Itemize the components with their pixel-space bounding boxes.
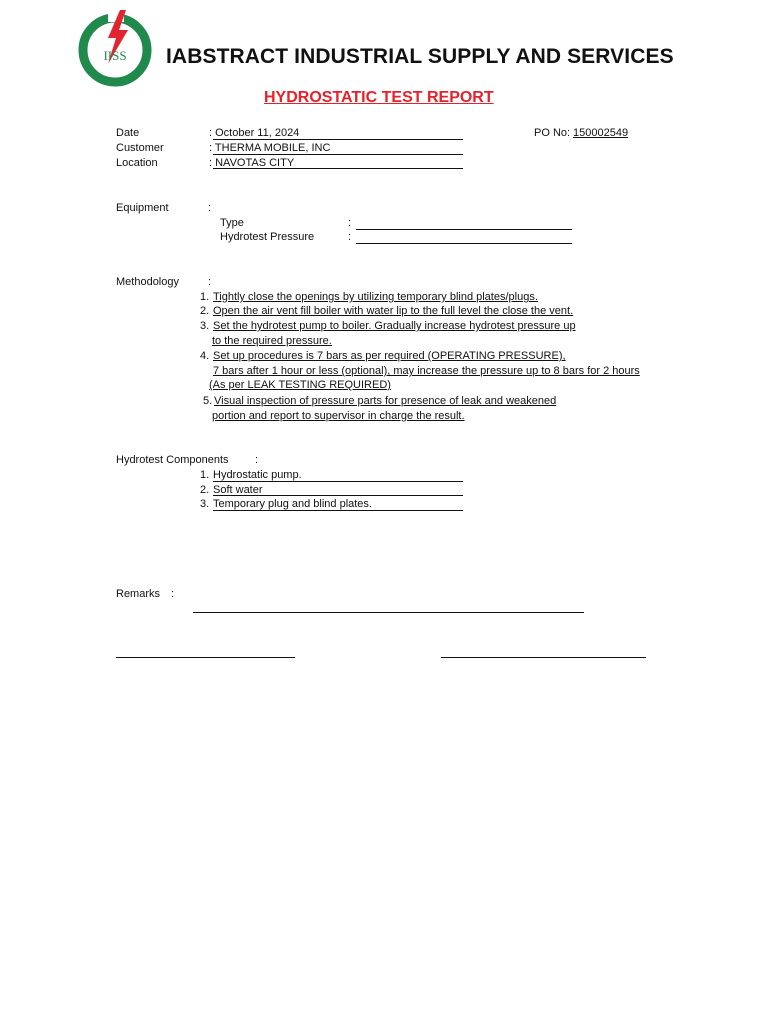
- component-text: Hydrostatic pump.: [213, 469, 302, 481]
- components-colon: :: [255, 454, 259, 466]
- customer-label: Customer: [116, 142, 164, 154]
- component-underline: [213, 481, 463, 482]
- location-label: Location: [116, 157, 158, 169]
- remarks-colon: :: [171, 588, 175, 600]
- equipment-label: Equipment: [116, 202, 169, 214]
- company-name: IABSTRACT INDUSTRIAL SUPPLY AND SERVICES: [166, 45, 674, 68]
- type-label: Type: [220, 217, 244, 229]
- component-text: Soft water: [213, 484, 263, 496]
- equipment-colon: :: [208, 202, 212, 214]
- component-number: 1.: [200, 469, 210, 481]
- step-text: (As per LEAK TESTING REQUIRED): [209, 379, 391, 391]
- step-text: Set up procedures is 7 bars as per required (OPERATING PRESSURE),: [213, 350, 566, 362]
- location-value: : NAVOTAS CITY: [209, 157, 295, 169]
- pressure-label: Hydrotest Pressure: [220, 231, 315, 243]
- remarks-label: Remarks: [116, 588, 161, 600]
- logo-text: IISS: [103, 48, 127, 63]
- component-text: Temporary plug and blind plates.: [213, 498, 372, 510]
- po-value: 150002549: [573, 127, 629, 139]
- step-text: 7 bars after 1 hour or less (optional), may increase the pressure up to 8 bars for 2 hours: [213, 365, 640, 377]
- company-logo: [78, 8, 152, 88]
- step-text: Set the hydrotest pump to boiler. Gradually increase hydrotest pressure up: [213, 320, 576, 332]
- pressure-blank-line: [356, 243, 572, 244]
- location-underline: [213, 168, 463, 169]
- step-number: 2.: [200, 305, 210, 317]
- signature-line-left: [116, 657, 295, 658]
- customer-value: : THERMA MOBILE, INC: [209, 142, 331, 154]
- report-title: HYDROSTATIC TEST REPORT: [264, 89, 494, 106]
- date-value: : October 11, 2024: [209, 127, 300, 139]
- po-label: PO No:: [534, 127, 571, 139]
- step-text: Tightly close the openings by utilizing temporary blind plates/plugs.: [213, 291, 538, 303]
- step-text: Open the air vent fill boiler with water lip to the full level the close the vent.: [213, 305, 574, 317]
- component-number: 3.: [200, 498, 210, 510]
- component-underline: [213, 495, 463, 496]
- step-text: to the required pressure.: [212, 335, 332, 347]
- customer-underline: [213, 154, 463, 155]
- step-text: portion and report to supervisor in charge the result.: [212, 410, 465, 422]
- step-number: 4.: [200, 350, 210, 362]
- pressure-colon: :: [348, 231, 352, 243]
- type-blank-line: [356, 229, 572, 230]
- step-number: 3.: [200, 320, 210, 332]
- date-label: Date: [116, 127, 140, 139]
- remarks-blank-line: [193, 612, 584, 613]
- date-underline: [213, 139, 463, 140]
- methodology-label: Methodology: [116, 276, 179, 288]
- component-number: 2.: [200, 484, 210, 496]
- component-underline: [213, 510, 463, 511]
- methodology-colon: :: [208, 276, 212, 288]
- step-number: 1.: [200, 291, 210, 303]
- signature-line-right: [441, 657, 646, 658]
- components-label: Hydrotest Components: [116, 454, 229, 466]
- step-number: 5.: [203, 395, 213, 407]
- type-colon: :: [348, 217, 352, 229]
- step-text: Visual inspection of pressure parts for presence of leak and weakened: [214, 395, 557, 407]
